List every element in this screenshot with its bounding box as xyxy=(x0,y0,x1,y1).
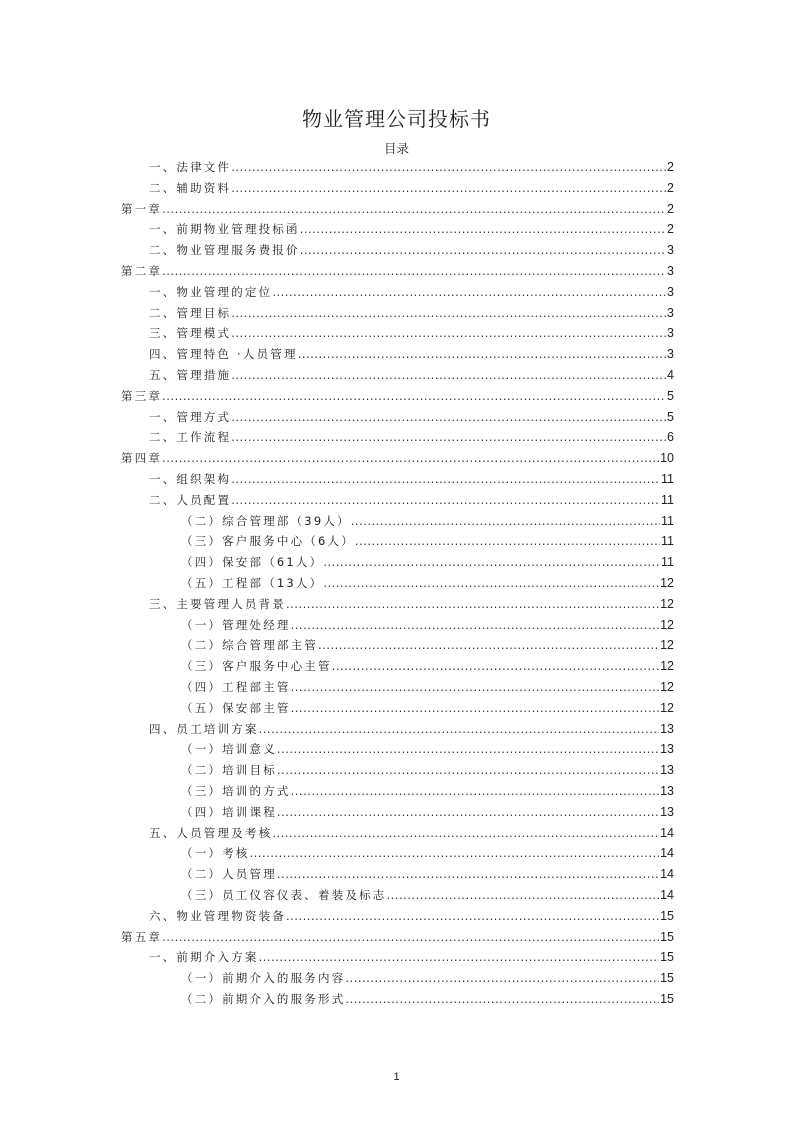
toc-entry-label: 六、物业管理物资装备 xyxy=(149,908,286,923)
toc-leader-dots xyxy=(162,202,666,216)
toc-entry-label: 二、人员配置 xyxy=(149,492,232,507)
toc-leader-dots xyxy=(355,534,660,548)
toc-entry-page: 6 xyxy=(667,430,674,445)
toc-entry-page: 3 xyxy=(667,305,674,320)
toc-entry-label: 二、辅助资料 xyxy=(149,180,232,195)
toc-entry[interactable] xyxy=(181,554,674,575)
toc-leader-dots xyxy=(250,846,660,860)
toc-entry[interactable] xyxy=(149,221,674,242)
toc-leader-dots xyxy=(286,909,659,923)
toc-entry-page: 11 xyxy=(661,492,674,507)
toc-entry-page: 13 xyxy=(660,721,674,736)
toc-entry-label: （二）人员管理 xyxy=(181,867,277,882)
toc-entry-label: 二、工作流程 xyxy=(149,430,232,445)
document-title: 物业管理公司投标书 xyxy=(302,107,491,131)
toc-entry-page: 12 xyxy=(660,659,674,674)
toc-entry-label: （一）培训意义 xyxy=(181,742,277,757)
toc-entry-page: 2 xyxy=(667,222,674,237)
toc-entry[interactable] xyxy=(149,367,674,388)
toc-leader-dots xyxy=(298,347,666,361)
toc-entry-page: 13 xyxy=(660,804,674,819)
toc-entry-page: 2 xyxy=(667,180,674,195)
toc-entry-label: 第五章 xyxy=(121,929,163,944)
toc-entry[interactable] xyxy=(149,596,674,617)
toc-entry-label: （五）保安部主管 xyxy=(181,700,291,715)
toc-entry-label: 一、前期物业管理投标函 xyxy=(149,222,300,237)
toc-leader-dots xyxy=(286,597,659,611)
toc-entry-label: （三）客户服务中心主管 xyxy=(181,659,332,674)
toc-entry-label: 二、物业管理服务费报价 xyxy=(149,243,300,258)
toc-entry-page: 15 xyxy=(660,950,674,965)
toc-leader-dots xyxy=(318,638,659,652)
toc-entry[interactable] xyxy=(181,866,674,887)
toc-entry-label: （五）工程部（13人） xyxy=(181,576,324,590)
toc-leader-dots xyxy=(272,826,659,840)
toc-leader-dots xyxy=(162,389,666,403)
toc-entry[interactable] xyxy=(181,617,674,638)
toc-entry-page: 4 xyxy=(667,368,674,382)
toc-entry-page: 15 xyxy=(660,971,674,986)
toc-entry-page: 12 xyxy=(660,576,674,590)
toc-entry-page: 14 xyxy=(660,846,674,861)
toc-entry-label: 一、物业管理的定位 xyxy=(149,284,273,299)
toc-leader-dots xyxy=(345,992,659,1006)
toc-entry-label: 二、管理目标 xyxy=(149,305,232,320)
toc-heading: 目录 xyxy=(383,141,409,156)
toc-entry-page: 14 xyxy=(660,888,674,902)
toc-entry-label: 第二章 xyxy=(121,264,163,278)
toc-entry[interactable] xyxy=(149,721,674,742)
toc-leader-dots xyxy=(231,493,660,507)
toc-entry-page: 3 xyxy=(667,347,674,362)
toc-leader-dots xyxy=(332,659,659,673)
toc-leader-dots xyxy=(259,722,659,736)
toc-entry-label: 一、前期介入方案 xyxy=(149,950,259,965)
toc-entry[interactable] xyxy=(181,513,674,534)
toc-entry-label: 第三章 xyxy=(121,388,163,403)
toc-entry-page: 14 xyxy=(660,825,674,840)
toc-leader-dots xyxy=(345,971,659,985)
toc-entry-label: 五、人员管理及考核 xyxy=(149,825,273,840)
toc-leader-dots xyxy=(272,285,666,299)
toc-leader-dots xyxy=(162,930,659,944)
toc-entry-page: 3 xyxy=(667,264,674,278)
toc-entry-label: 五、管理措施 xyxy=(149,368,232,382)
toc-entry-label: （三）员工仪容仪表、着装及标志 xyxy=(181,888,387,902)
toc-entry-page: 15 xyxy=(660,929,674,944)
toc-entry-page: 2 xyxy=(667,201,674,216)
toc-entry-page: 5 xyxy=(667,409,674,424)
toc-entry[interactable] xyxy=(149,492,674,513)
toc-leader-dots xyxy=(277,763,659,777)
toc-entry[interactable] xyxy=(181,700,674,721)
toc-entry-page: 11 xyxy=(661,534,674,549)
toc-leader-dots xyxy=(231,410,666,424)
toc-entry-page: 3 xyxy=(667,326,674,341)
toc-leader-dots xyxy=(291,618,659,632)
toc-entry[interactable] xyxy=(121,388,674,409)
toc-entry-page: 14 xyxy=(660,867,674,882)
toc-leader-dots xyxy=(291,680,659,694)
toc-entry[interactable] xyxy=(149,825,674,846)
toc-leader-dots xyxy=(231,160,666,174)
toc-entry[interactable] xyxy=(149,409,674,430)
toc-entry-page: 11 xyxy=(661,555,674,570)
toc-entry[interactable] xyxy=(149,949,674,970)
toc-entry-label: 一、管理方式 xyxy=(149,409,232,424)
toc-leader-dots xyxy=(323,555,660,569)
toc-entry-page: 3 xyxy=(667,284,674,299)
toc-leader-dots xyxy=(231,368,666,382)
toc-entry[interactable] xyxy=(149,284,674,305)
toc-entry-page: 13 xyxy=(660,763,674,778)
page-number: 1 xyxy=(393,1071,400,1083)
toc-entry[interactable] xyxy=(181,533,674,554)
toc-entry-label: （四）工程部主管 xyxy=(181,680,291,694)
toc-leader-dots xyxy=(300,222,666,236)
toc-entry-label: （二）培训目标 xyxy=(181,763,277,778)
toc-entry-label: 一、法律文件 xyxy=(149,160,232,174)
toc-entry[interactable] xyxy=(181,970,674,991)
toc-leader-dots xyxy=(277,742,659,756)
toc-entry-label: 三、主要管理人员背景 xyxy=(149,596,286,611)
toc-leader-dots xyxy=(291,701,659,715)
toc-entry[interactable] xyxy=(181,845,674,866)
toc-entry-label: （一）前期介入的服务内容 xyxy=(181,971,346,986)
toc-leader-dots xyxy=(231,430,666,444)
toc-entry-label: 四、管理特色 ·人员管理 xyxy=(149,347,298,362)
toc-leader-dots xyxy=(162,451,659,465)
toc-entry-label: （二）前期介入的服务形式 xyxy=(181,992,346,1006)
toc-entry-label: （二）综合管理部（39人） xyxy=(181,513,351,528)
toc-leader-dots xyxy=(277,867,659,881)
toc-leader-dots xyxy=(231,326,666,340)
toc-entry[interactable] xyxy=(149,908,674,929)
toc-leader-dots xyxy=(387,888,660,902)
toc-entry-label: 三、管理模式 xyxy=(149,326,232,341)
toc-entry-label: （一）考核 xyxy=(181,846,250,861)
toc-entry[interactable] xyxy=(149,471,674,492)
toc-entry[interactable] xyxy=(149,159,674,180)
toc-entry[interactable] xyxy=(149,346,674,367)
toc-entry-page: 12 xyxy=(660,596,674,611)
toc-entry[interactable] xyxy=(181,804,674,825)
toc-leader-dots xyxy=(231,306,666,320)
toc-entry-page: 11 xyxy=(661,472,674,486)
toc-entry-page: 13 xyxy=(660,742,674,757)
toc-entry[interactable] xyxy=(149,180,674,201)
toc-entry[interactable] xyxy=(181,679,674,700)
toc-leader-dots xyxy=(351,514,660,528)
toc-entry-label: （二）综合管理部主管 xyxy=(181,638,318,653)
toc-entry-label: （三）客户服务中心（6人） xyxy=(181,534,355,549)
toc-entry[interactable] xyxy=(181,575,674,596)
toc-entry-label: （一）管理处经理 xyxy=(181,617,291,632)
toc-leader-dots xyxy=(277,805,659,819)
toc-entry[interactable] xyxy=(121,929,674,950)
toc-entry[interactable] xyxy=(149,305,674,326)
toc-entry-page: 10 xyxy=(660,451,674,466)
toc-entry[interactable] xyxy=(149,325,674,346)
toc-entry-page: 12 xyxy=(660,638,674,653)
toc-entry-page: 15 xyxy=(660,908,674,923)
toc-entry[interactable] xyxy=(121,201,674,222)
toc-leader-dots xyxy=(162,264,666,278)
toc-entry[interactable] xyxy=(121,450,674,471)
toc-entry-label: 第四章 xyxy=(121,451,163,466)
toc-entry-page: 12 xyxy=(660,617,674,632)
toc-entry-label: 一、组织架构 xyxy=(149,472,232,486)
toc-entry-page: 2 xyxy=(667,160,674,174)
toc-entry[interactable] xyxy=(181,991,674,1012)
toc-leader-dots xyxy=(231,181,666,195)
toc-leader-dots xyxy=(291,784,659,798)
toc-entry-page: 15 xyxy=(660,992,674,1006)
toc-entry-label: 四、员工培训方案 xyxy=(149,721,259,736)
toc-entry-label: （四）保安部（61人） xyxy=(181,555,324,570)
toc-entry-page: 13 xyxy=(660,784,674,798)
toc-entry-label: 第一章 xyxy=(121,201,163,216)
toc-entry-page: 12 xyxy=(660,680,674,694)
toc-entry-page: 11 xyxy=(661,513,674,528)
toc-entry[interactable] xyxy=(121,263,674,284)
toc-entry[interactable] xyxy=(181,762,674,783)
toc-entry-page: 5 xyxy=(667,388,674,403)
toc-entry-label: （三）培训的方式 xyxy=(181,784,291,798)
toc-entry[interactable] xyxy=(181,887,674,908)
toc-entry-page: 3 xyxy=(667,243,674,258)
toc-entry[interactable] xyxy=(181,741,674,762)
toc-entry[interactable] xyxy=(181,637,674,658)
toc-entry-label: （四）培训课程 xyxy=(181,804,277,819)
toc-leader-dots xyxy=(300,243,666,257)
toc-leader-dots xyxy=(259,950,659,964)
toc-entry[interactable] xyxy=(181,783,674,804)
toc-entry[interactable] xyxy=(149,429,674,450)
toc-leader-dots xyxy=(323,576,659,590)
toc-entry[interactable] xyxy=(181,658,674,679)
toc-entry[interactable] xyxy=(149,242,674,263)
toc-leader-dots xyxy=(231,472,660,486)
toc-entry-page: 12 xyxy=(660,700,674,715)
